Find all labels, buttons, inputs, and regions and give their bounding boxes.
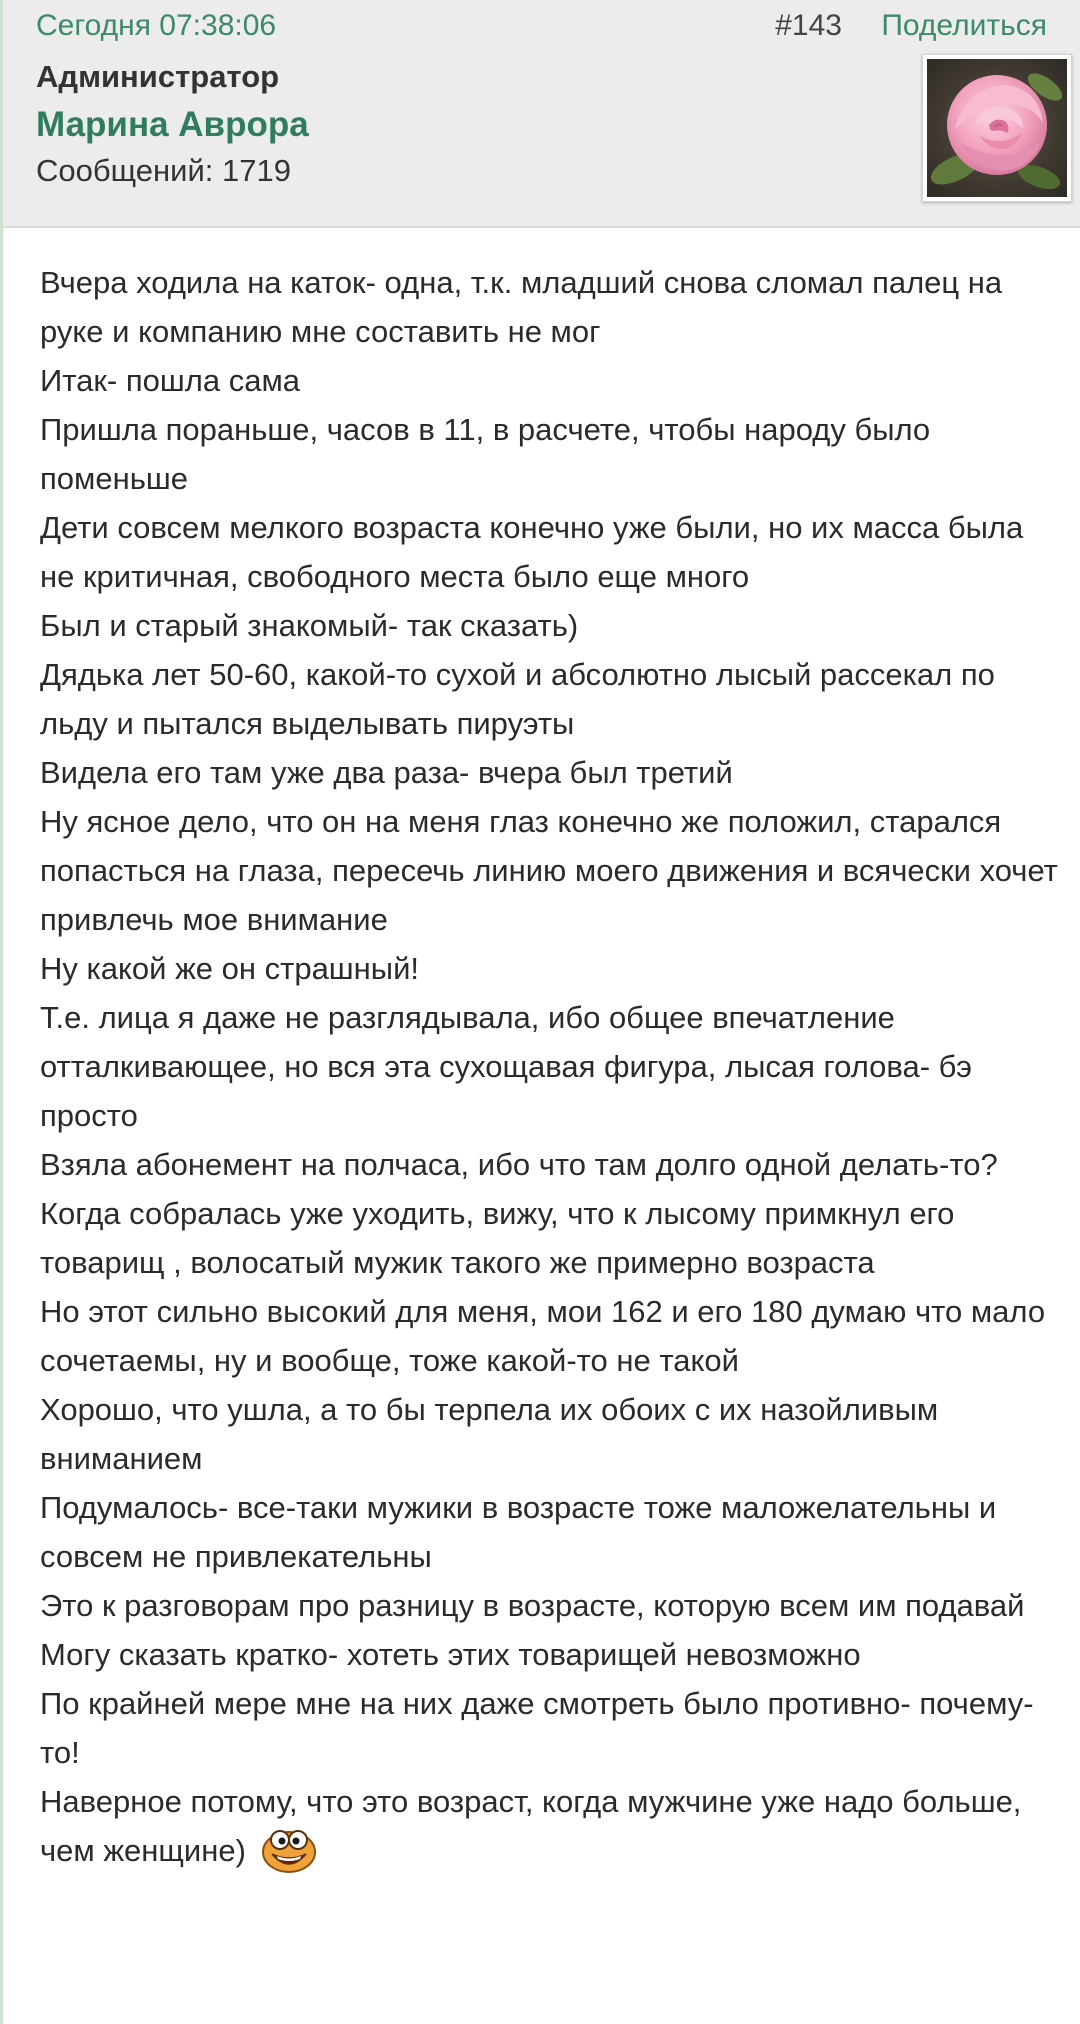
author-role: Администратор [36, 59, 280, 94]
post-line: Был и старый знакомый- так сказать) [40, 608, 579, 643]
post-line: Когда собралась уже уходить, вижу, что к лысому примкнул его товарищ , волосатый мужик такого же примерно возраста [40, 1196, 955, 1280]
post-line: Пришла пораньше, часов в 11, в расчете, чтобы народу было поменьше [40, 412, 931, 496]
post-line: Ну ясное дело, что он на меня глаз конечно же положил, старался попасться на глаза, пересечь линию моего движения и всячески хочет привлечь мое внимание [40, 804, 1058, 937]
post-line: Могу сказать кратко- хотеть этих товарищей невозможно [40, 1637, 861, 1672]
rose-avatar-icon[interactable] [922, 54, 1072, 202]
post-line: Взяла абонемент на полчаса, ибо что там долго одной делать-то? [40, 1147, 998, 1182]
laughing-smiley-icon [260, 1824, 318, 1874]
post-line: Это к разговорам про разницу в возрасте, которую всем им подавай [40, 1588, 1025, 1623]
post-line: Подумалось- все-таки мужики в возрасте тоже маложелательны и совсем не привлекательны [40, 1490, 997, 1574]
share-link[interactable]: Поделиться [881, 9, 1047, 42]
post-line: Т.е. лица я даже не разглядывала, ибо общее впечатление отталкивающее, но вся эта сухощавая фигура, лысая голова- бэ просто [40, 1000, 972, 1133]
post-line: По крайней мере мне на них даже смотреть было противно- почему-то! [40, 1686, 1034, 1770]
post-body [40, 258, 1060, 1878]
post-line: Но этот сильно высокий для меня, мои 162 и его 180 думаю что мало сочетаемы, ну и вообще, тоже какой-то не такой [40, 1294, 1046, 1378]
post-line: Хорошо, что ушла, а то бы терпела их обоих с их назойливым вниманием [40, 1392, 939, 1476]
author-message-count [36, 152, 291, 190]
post-timestamp: Сегодня 07:38:06 [36, 9, 277, 42]
message-count-label: Сообщений: [36, 153, 214, 188]
post-line: Вчера ходила на каток- одна, т.к. младший снова сломал палец на руке и компанию мне составить не мог [40, 265, 1003, 349]
post-line: Дядька лет 50-60, какой-то сухой и абсолютно лысый рассекал по льду и пытался выделывать пируэты [40, 657, 995, 741]
post-number-link[interactable]: #143 [775, 9, 842, 42]
post-line: Ну какой же он страшный! [40, 951, 420, 986]
author-name-link[interactable]: Марина Аврора [36, 105, 309, 144]
post-line: Дети совсем мелкого возраста конечно уже были, но их масса была не критичная, свободного места было еще много [40, 510, 1024, 594]
post-line: Наверное потому, что это возраст, когда мужчине уже надо больше, чем женщине) [40, 1784, 1022, 1868]
post-header [3, 0, 1080, 228]
post-line: Итак- пошла сама [40, 363, 301, 398]
post-last-line [40, 1777, 1060, 1878]
message-count-value: 1719 [222, 153, 291, 188]
post-line: Видела его там уже два раза- вчера был третий [40, 755, 733, 790]
